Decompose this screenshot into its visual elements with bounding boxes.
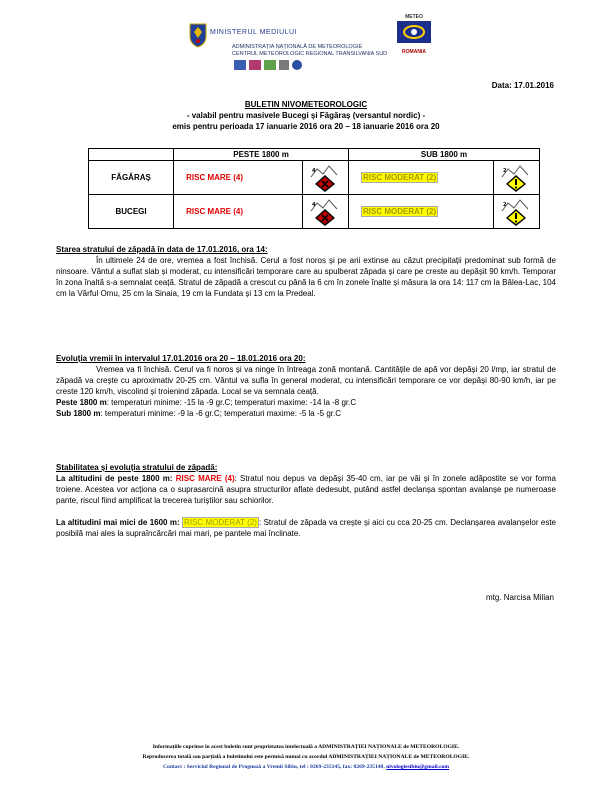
meteo-romania-logo [395, 14, 433, 56]
temperature-above-line [56, 397, 556, 408]
bulletin-title [0, 99, 612, 132]
stability-heading: Stabilitatea și evoluția stratului de zăpadă: [56, 463, 218, 472]
ministry-name: MINISTERUL MEDIULUI [210, 29, 298, 36]
document-footer [0, 742, 612, 772]
snow-state-section [56, 244, 556, 299]
institution-line-2: CENTRUL METEOROLOGIC REGIONAL TRANSILVANIA SUD [232, 51, 388, 57]
risk-above-cell [174, 161, 303, 195]
risk-above-icon-cell [302, 195, 348, 229]
svg-text:2: 2 [503, 167, 507, 174]
title-line-3: emis pentru perioada 17 ianuarie 2016 ora 20 – 18 ianuarie 2016 ora 20 [172, 122, 440, 131]
risk-moderate-label: RISC MODERAT (2) [362, 207, 437, 216]
header-empty [89, 149, 174, 161]
avalanche-risk-4-icon [309, 197, 341, 227]
temperature-below-text: : temperaturi minime: -9 la -6 gr.C; temperaturi maxime: -5 la -5 gr.C [100, 409, 341, 418]
risk-moderate-label: RISC MODERAT (2) [362, 173, 437, 182]
footer-line-1-org: ADMINISTRAȚIEI NAȚIONALE de METEOROLOGIE. [318, 744, 460, 750]
signature: mtg. Narcisa Milian [485, 593, 554, 602]
institution-line-1: ADMINISTRAȚIA NAȚIONALĂ DE METEOROLOGIE [232, 44, 363, 50]
svg-text:4: 4 [312, 201, 316, 208]
romania-label: ROMANIA [402, 49, 426, 55]
stability-below-paragraph [56, 517, 556, 539]
avalanche-risk-4-icon [309, 163, 341, 193]
stability-below-label: La altitudini mai mici de 1600 m: [56, 518, 180, 527]
avalanche-risk-2-icon [500, 197, 532, 227]
temperature-below-line [56, 408, 556, 419]
temperature-above-text: : temperaturi minime: -15 la -9 gr.C; temperaturi maxime: -14 la -8 gr.C [106, 398, 357, 407]
risk-high-label: RISC MARE (4) [186, 207, 244, 216]
risk-above-icon-cell [302, 161, 348, 195]
massif-name: FĂGĂRAȘ [89, 161, 174, 195]
temperature-below-label: Sub 1800 m [56, 409, 101, 418]
title-line-2: - valabil pentru masivele Bucegi și Făgăraș (versantul nordic) - [186, 111, 426, 120]
risk-table-header [89, 149, 540, 161]
risk-table [88, 148, 540, 229]
snow-state-heading: Starea stratului de zăpadă în data de 17.01.2016, ora 14: [56, 245, 268, 254]
temperature-above-label: Peste 1800 m [56, 398, 107, 407]
stability-above-paragraph [56, 473, 556, 506]
avalanche-risk-2-icon [500, 163, 532, 193]
header-above-1800: PESTE 1800 m [174, 149, 349, 161]
footer-line-2 [0, 752, 612, 762]
massif-name: BUCEGI [89, 195, 174, 229]
stability-above-label: La altitudini de peste 1800 m: [56, 474, 173, 483]
risk-high-label: RISC MARE (4) [186, 173, 244, 182]
meteo-label: METEO [405, 14, 423, 20]
footer-line-1 [0, 742, 612, 752]
weather-evolution-section [56, 353, 556, 419]
weather-evolution-heading: Evoluția vremii în intervalul 17.01.2016 ora 20 – 18.01.2016 ora 20: [56, 354, 306, 363]
risk-below-icon-cell [493, 161, 539, 195]
title-line-1: BULETIN NIVOMETEOROLOGIC [244, 100, 368, 109]
header-below-1800: SUB 1800 m [348, 149, 539, 161]
bulletin-date: Data: 17.01.2016 [491, 81, 554, 90]
stability-above-risk: RISC MARE (4) [175, 474, 235, 483]
partner-logos-icon [234, 59, 304, 71]
meteo-romania-icon [395, 20, 433, 44]
risk-below-cell [348, 161, 493, 195]
weather-evolution-body: Vremea va fi închisă. Cerul va fi noros și va ninge în întreaga zonă montană. Cantitățile de apă vor depăși 20 l/mp, iar stratul de zăpadă va crește cu aproximativ 20-25 cm. Vântul va sufla în general moderat, cu intensificări temporare ce vor depăși 80-90 km/h, iar pe creste 120 km/h, viscolind și troienind zăpada. Local se va semnala ceață. [56, 365, 556, 396]
stability-section [56, 462, 556, 539]
footer-email-link[interactable]: nivologiesibiu@gmail.com [386, 764, 450, 770]
stability-below-text: : Stratul de zăpada va crește și aici cu cca 20-25 cm. Declanșarea avalanșelor este posibilă mai ales la supraîncărcări mai mari, pe pantele mai înclinate. [56, 518, 556, 538]
risk-above-cell [174, 195, 303, 229]
coat-of-arms-icon [188, 22, 208, 48]
footer-line-2-org: ADMINISTRAȚIEI NAȚIONALE de METEOROLOGIE. [328, 754, 470, 760]
document-header [0, 14, 612, 76]
snow-state-body: În ultimele 24 de ore, vremea a fost închisă. Cerul a fost noros și pe arii extinse au căzut precipitații predominat sub formă de ninsoare. Vântul a suflat slab și moderat, cu intensificări temporare care au spulberat zăpada și care pe creste au depășit 90 km/h. Temporar în zona înaltă s-a semnalat ceață. Stratul de zăpadă a crescut cu până la 6 cm în zonele înalte și măsura la ora 14: 117 cm la Bâlea-Lac, 104 cm la Vârful Omu, 25 cm la Sinaia, 19 cm la Fundata și 13 cm la Predeal. [56, 256, 556, 298]
footer-line-2-prefix: Reproducerea totală sau parțială a buletinului este permisă numai cu acordul [142, 754, 329, 760]
footer-contact: Contact : Serviciul Regional de Prognoză a Vremii Sibiu, tel : 0269-235145, fax: 0269-235148, [162, 764, 387, 770]
stability-above-text: : Stratul nou depus va depăși 35-40 cm, iar pe văi și în zonele adăpostite se vor forma troiene. Acestea vor acționa ca o suprasarcină asupra structurilor aflate dedesubt, putând astfel declanșa spontan avalanșe pe numeroase pante, riscul fiind amplificat la trecerea turiștilor sau schiorilor. [56, 474, 557, 505]
risk-below-icon-cell [493, 195, 539, 229]
table-row [89, 195, 540, 229]
svg-text:4: 4 [312, 167, 316, 174]
svg-text:2: 2 [503, 201, 507, 208]
risk-below-cell [348, 195, 493, 229]
table-row [89, 161, 540, 195]
stability-below-risk: RISC MODERAT (2) [184, 518, 257, 527]
footer-line-3 [0, 762, 612, 772]
footer-line-1-prefix: Informațiile cuprinse în acest buletin sunt proprietatea intelectuală a [152, 744, 319, 750]
